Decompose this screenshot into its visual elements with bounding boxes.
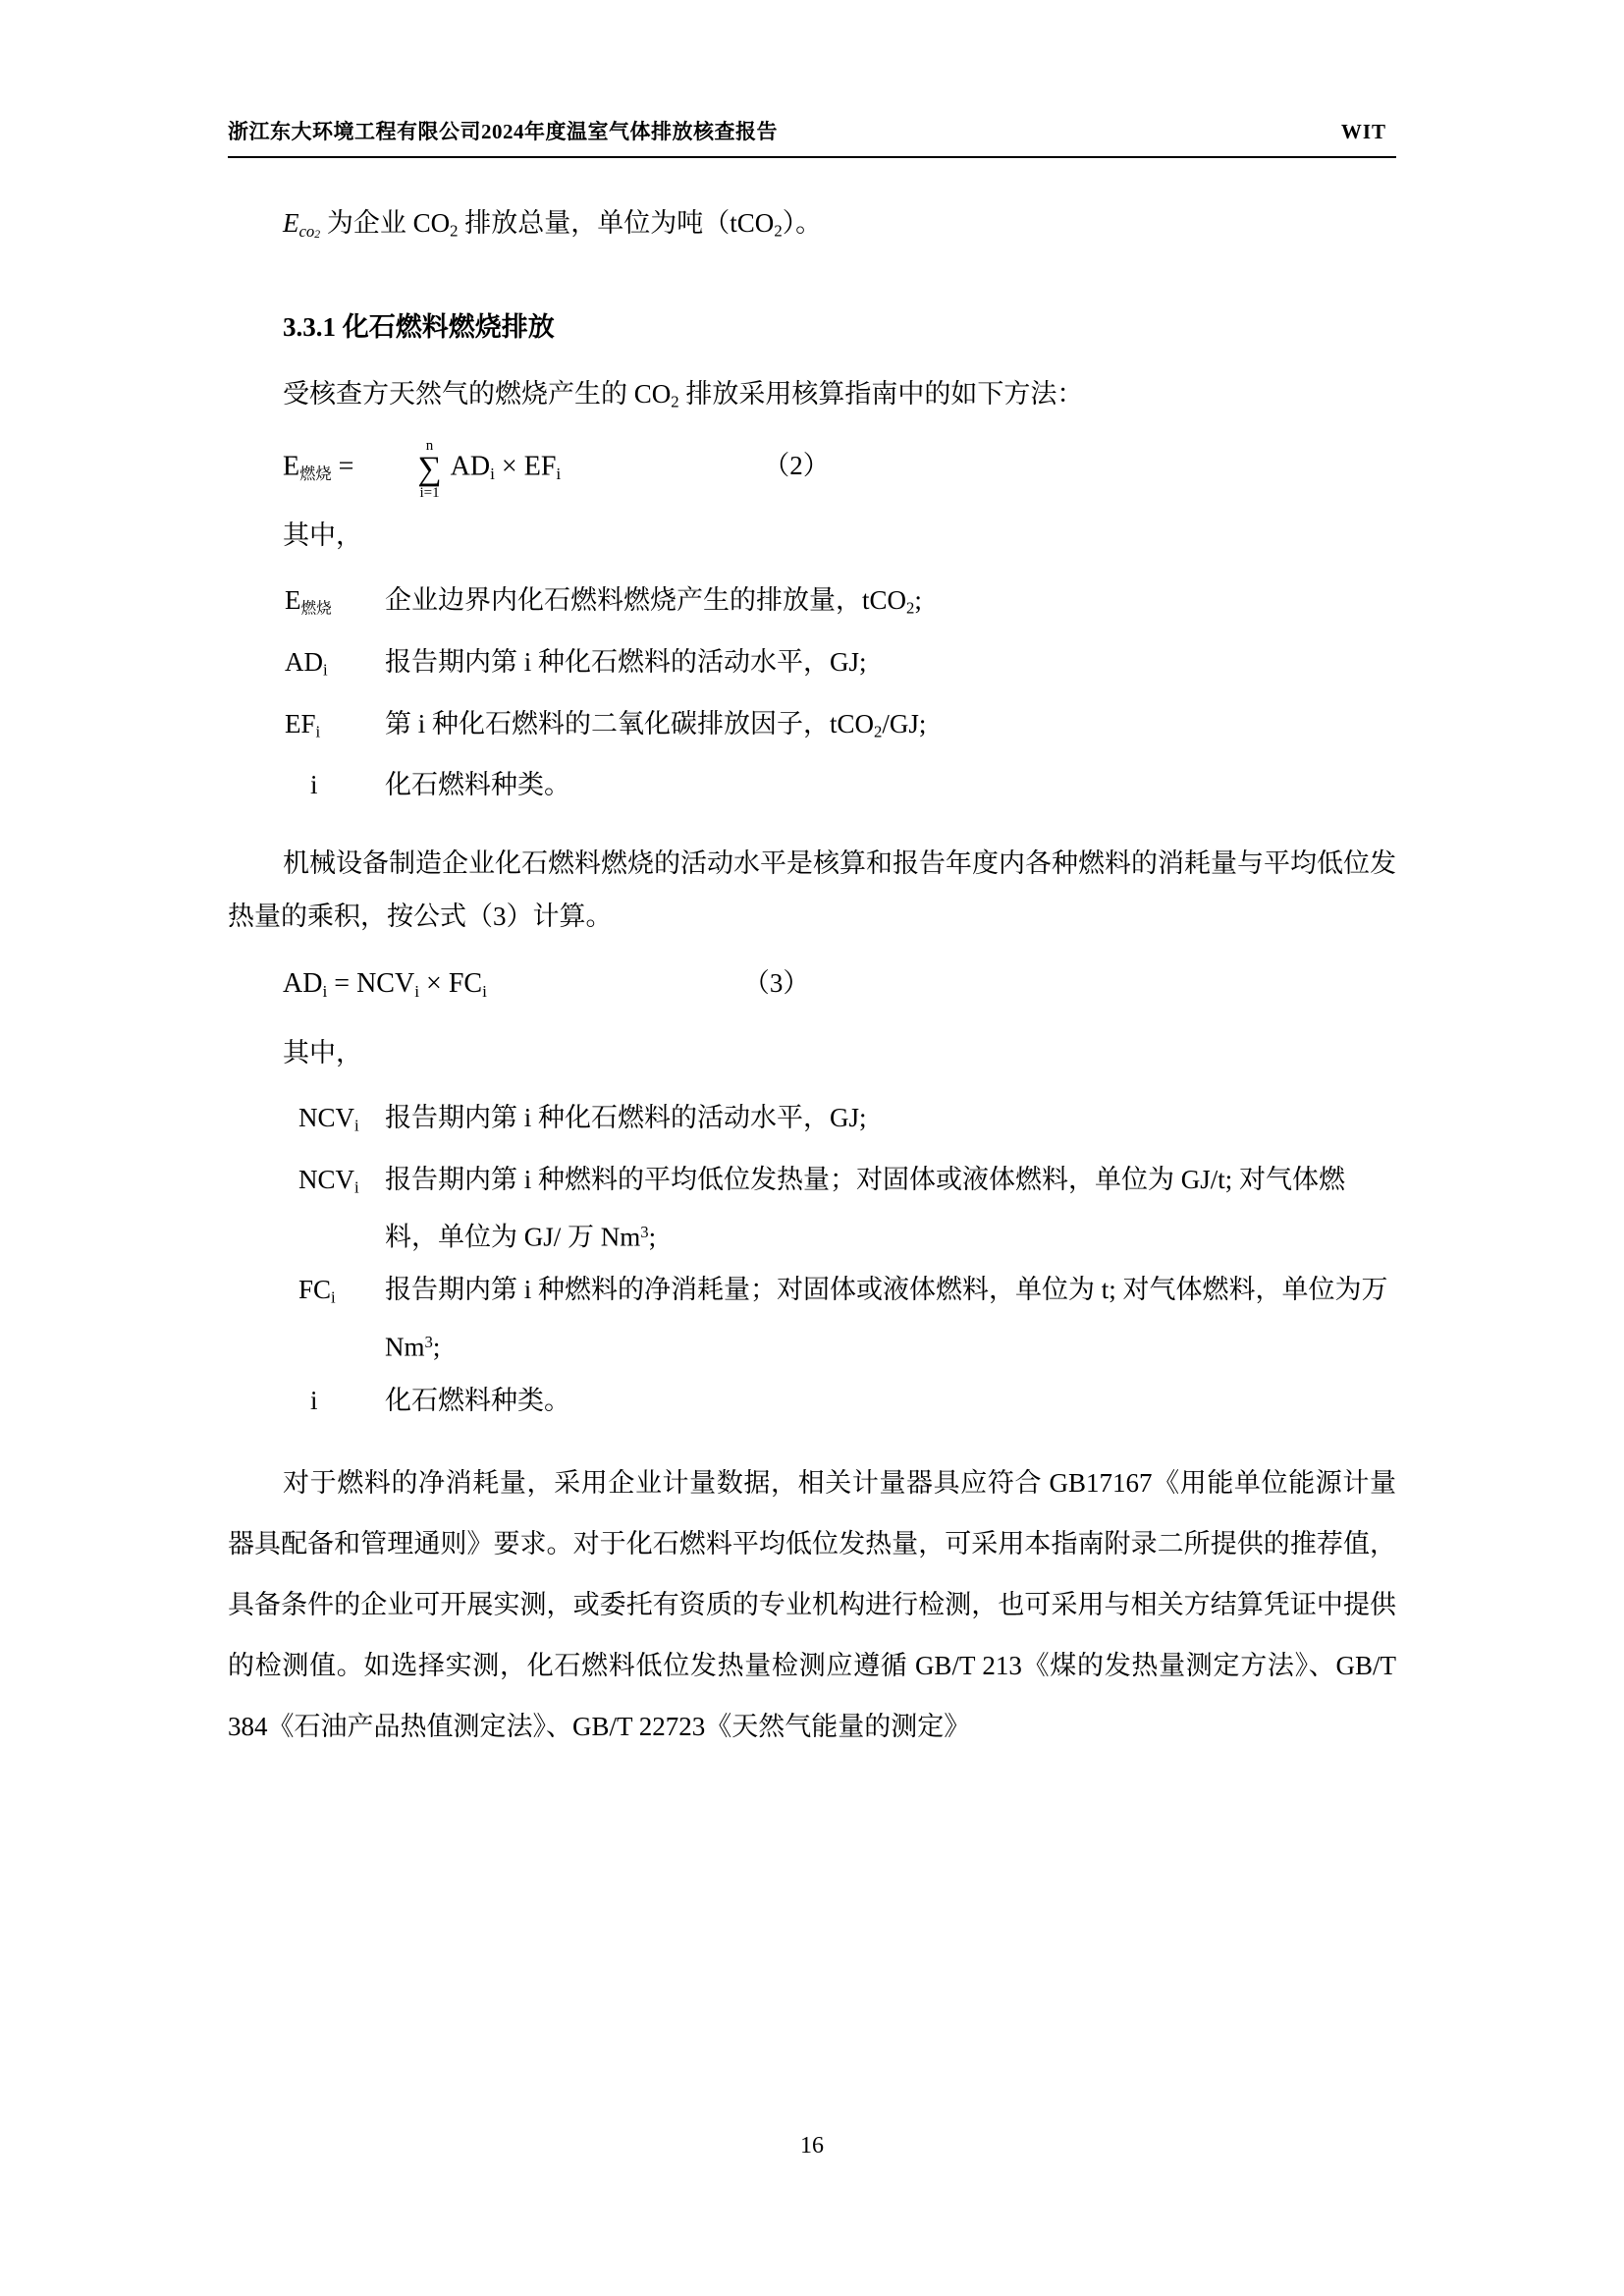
eco2-definition-line [228,196,1396,261]
header-title: 浙江东大环境工程有限公司2024年度温室气体排放核查报告 [228,120,778,143]
eco2-text: 为企业 $CO_2$ 排放总量，单位为吨（tCO$_2$）。 [326,208,823,241]
intro-paragraph: 受核查方天然气的燃烧产生的 $CO_2$ 排放采用核算指南中的如下方法： [283,378,1084,411]
header-logo: WIT [1340,120,1386,143]
definition-row [228,697,1396,759]
page-number: 16 [800,2133,824,2159]
formula-3-expression: $AD_i = NCV_i \times FC_i$ [283,968,487,1002]
definition-row [228,1374,1396,1427]
definition-desc: 第 i 种化石燃料的二氧化碳排放因子，tCO$_2$/GJ; [385,708,927,741]
activity-level-paragraph: 机械设备制造企业化石燃料燃烧的活动水平是核算和报告年度内各种燃料的消耗量与平均低位发热量的乘积，按公式（3）计算。 [228,848,1396,932]
definition-row [228,1153,1396,1263]
formula-3-row [228,957,1396,1018]
definition-desc: 报告期内第 i 种燃料的平均低位发热量；对固体或液体燃料，单位为 GJ/t; 对气体燃料，单位为 GJ/ 万 Nm$^3$; [385,1164,1346,1252]
definition-term: $NCV_i$ [298,1103,359,1135]
definition-row [228,635,1396,697]
definition-row [228,574,1396,635]
definition-term: i [310,770,318,800]
final-paragraph: 对于燃料的净消耗量，采用企业计量数据，相关计量器具应符合 GB17167《用能单位能源计量器具配备和管理通则》要求。对于化石燃料平均低位发热量，可采用本指南附录二所提供的推荐值，具备条件的企业可开展实测，或委托有资质的专业机构进行检测，也可采用与相关方结算凭证中提供的检测值。如选择实测，化石燃料低位发热量检测应遵循 GB/T 213《煤的发热量测定方法》、GB/T 384《石油产品热值测定法》、GB/T 22723《天然气能量的测定》 [228,1467,1396,1741]
definition-row [228,1263,1396,1373]
definition-desc: 化石燃料种类。 [385,1385,570,1415]
formula-3-number: （3） [742,968,810,999]
definition-term: $AD_i$ [285,647,328,680]
page-body [228,196,1396,1757]
among-label-1: 其中， [283,519,362,550]
definition-list-2 [228,1091,1396,1426]
page-header [228,116,1396,158]
eco2-symbol: $E_{co_2}$ [283,208,321,241]
among-label-2: 其中， [283,1038,362,1068]
definition-row [228,1091,1396,1153]
definition-desc: 化石燃料种类。 [385,770,570,800]
formula-2-expression: $E_{燃烧}$ = n ∑ i=1 $AD_i \times EF_i$ [283,437,562,501]
definition-term: i [310,1385,318,1415]
section-heading-3-3-1: 3.3.1 化石燃料燃烧排放 [283,311,555,342]
definition-list-1 [228,574,1396,812]
definition-term: $E_{燃烧}$ [285,584,332,618]
definition-term: $FC_i$ [298,1275,336,1307]
header-divider [228,156,1396,158]
definition-term: $NCV_i$ [298,1164,359,1197]
formula-2-row [228,437,1396,501]
definition-row [228,758,1396,811]
definition-desc: 报告期内第 i 种化石燃料的活动水平，GJ; [385,1103,867,1133]
definition-desc: 报告期内第 i 种燃料的净消耗量；对固体或液体燃料，单位为 t; 对气体燃料，单位为万 Nm$^3$; [385,1275,1388,1362]
definition-desc: 报告期内第 i 种化石燃料的活动水平，GJ; [385,647,867,678]
formula-2-number: （2） [763,450,830,480]
definition-term: $EF_i$ [285,708,321,741]
definition-desc: 企业边界内化石燃料燃烧产生的排放量，tCO$_2$; [385,584,922,618]
